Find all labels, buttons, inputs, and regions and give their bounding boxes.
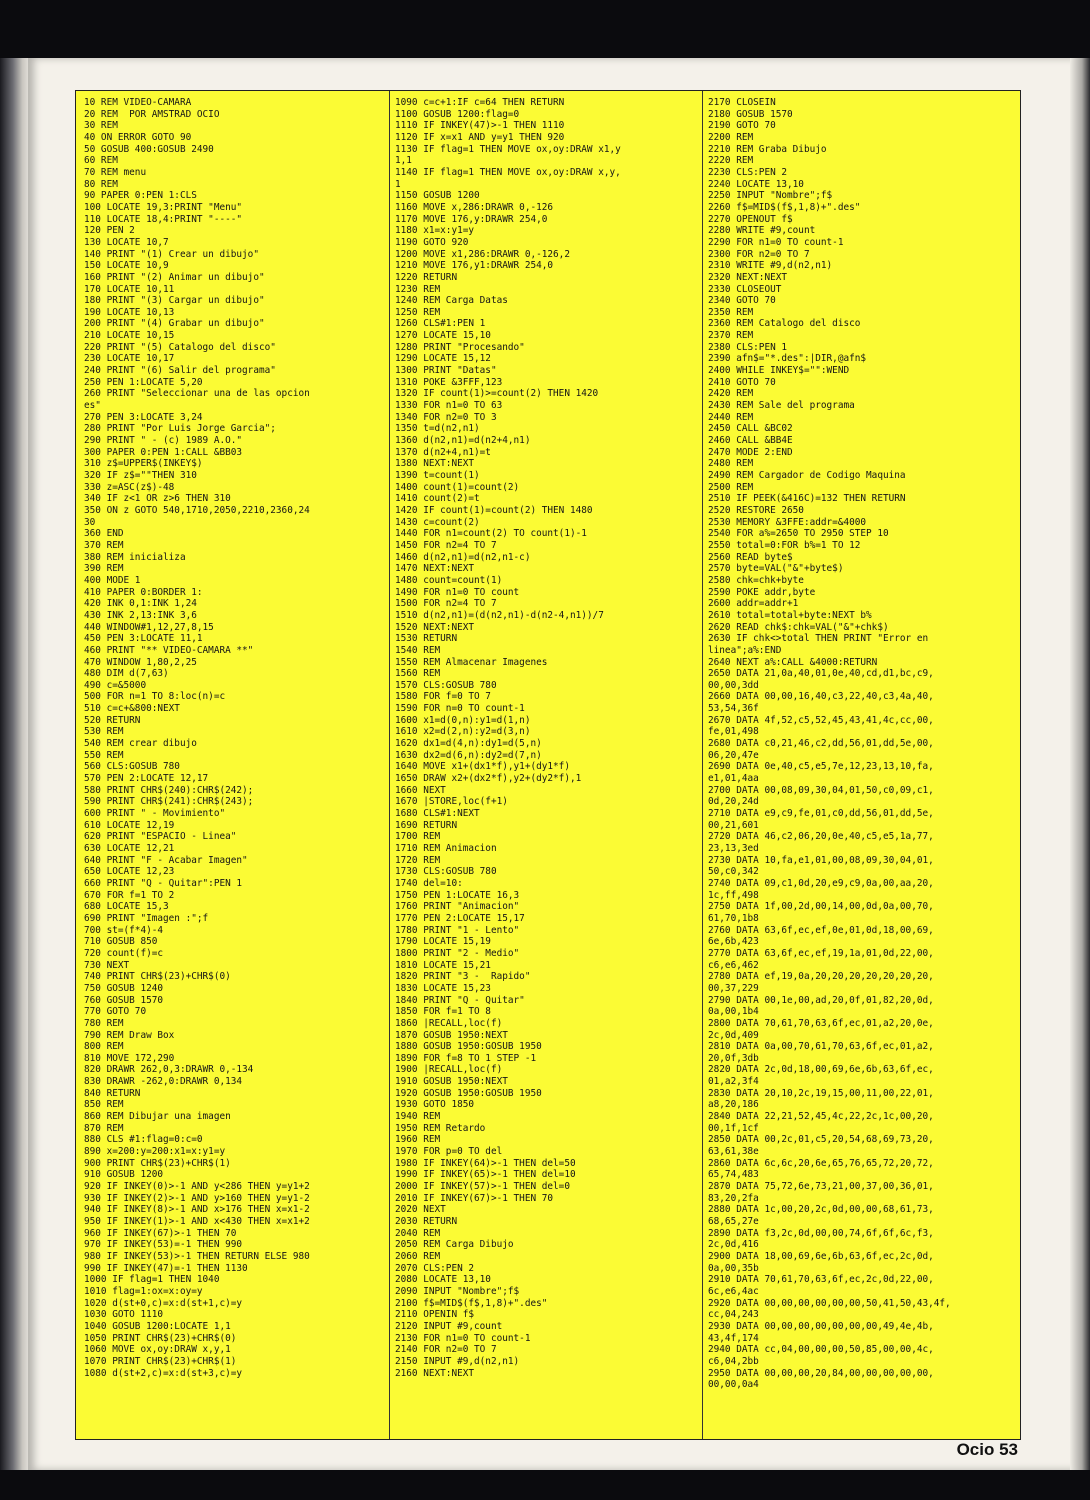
listing-column-2: 1090 c=c+1:IF c=64 THEN RETURN 1100 GOSUB 1200:flag=0 1110 IF INKEY(47)>-1 THEN 1110 1120 IF x=x1 AND y=y1 THEN 920 1130 IF flag=1 THEN MOVE ox,oy:DRAW x1,y 1,1 1140 IF flag=1 THEN MOVE ox,oy:DRAW x,y, 1 1150 GOSUB 1200 1160 MOVE x,286:DRAWR 0,-126 1170 MOVE 176,y:DRAWR 254,0 1180 x1=x:y1=y 1190 GOTO 920 1200 MOVE x1,286:DRAWR 0,-126,2 1210 MOVE 176,y1:DRAWR 254,0 1220 RETURN 1230 REM 1240 REM Carga Datas 1250 REM 1260 CLS#1:PEN 1 1270 LOCATE 15,10 1280 PRINT "Procesando" 1290 LOCATE 15,12 1300 PRINT "Datas" 1310 POKE &3FFF,123 1320 IF count(1)>=count(2) THEN 1420 1330 FOR n1=0 TO 63 1340 FOR n2=0 TO 3 1350 t=d(n2,n1) 1360 d(n2,n1)=d(n2+4,n1) 1370 d(n2+4,n1)=t 1380 NEXT:NEXT 1390 t=count(1) 1400 count(1)=count(2) 1410 count(2)=t 1420 IF count(1)=count(2) THEN 1480 1430 c=count(2) 1440 FOR n1=count(2) TO count(1)-1 1450 FOR n2=4 TO 7 1460 d(n2,n1)=d(n2,n1-c) 1470 NEXT:NEXT 1480 count=count(1) 1490 FOR n1=0 TO count 1500 FOR n2=4 TO 7 1510 d(n2,n1)=(d(n2,n1)-d(n2-4,n1))/7 1520 NEXT:NEXT 1530 RETURN 1540 REM 1550 REM Almacenar Imagenes 1560 REM 1570 CLS:GOSUB 780 1580 FOR f=0 TO 7 1590 FOR n=0 TO count-1 1600 x1=d(0,n):y1=d(1,n) 1610 x2=d(2,n):y2=d(3,n) 1620 dx1=d(4,n):dy1=d(5,n) 1630 dx2=d(6,n):dy2=d(7,n) 1640 MOVE x1+(dx1*f),y1+(dy1*f) 1650 DRAW x2+(dx2*f),y2+(dy2*f),1 1660 NEXT 1670 |STORE,loc(f+1) 1680 CLS#1:NEXT 1690 RETURN 1700 REM 1710 REM Animacion 1720 REM 1730 CLS:GOSUB 780 1740 del=10: 1750 PEN 1:LOCATE 16,3 1760 PRINT "Animacion" 1770 PEN 2:LOCATE 15,17 1780 PRINT "1 - Lento" 1790 LOCATE 15,19 1800 PRINT "2 - Medio" 1810 LOCATE 15,21 1820 PRINT "3 - Rapido" 1830 LOCATE 15,23 1840 PRINT "Q - Quitar" 1850 FOR f=1 TO 8 1860 |RECALL,loc(f) 1870 GOSUB 1950:NEXT 1880 GOSUB 1950:GOSUB 1950 1890 FOR f=8 TO 1 STEP -1 1900 |RECALL,loc(f) 1910 GOSUB 1950:NEXT 1920 GOSUB 1950:GOSUB 1950 1930 GOTO 1850 1940 REM 1950 REM Retardo 1960 REM 1970 FOR p=0 TO del 1980 IF INKEY(64)>-1 THEN del=50 1990 IF INKEY(65)>-1 THEN del=10 2000 IF INKEY(57)>-1 THEN del=0 2010 IF INKEY(67)>-1 THEN 70 2020 NEXT 2030 RETURN 2040 REM 2050 REM Carga Dibujo 2060 REM 2070 CLS:PEN 2 2080 LOCATE 13,10 2090 INPUT "Nombre";f$ 2100 f$=MID$(f$,1,8)+".des" 2110 OPENIN f$ 2120 INPUT #9,count 2130 FOR n1=0 TO count-1 2140 FOR n2=0 TO 7 2150 INPUT #9,d(n2,n1) 2160 NEXT:NEXT [395,97,621,1379]
listing-column-3: 2170 CLOSEIN 2180 GOSUB 1570 2190 GOTO 70 2200 REM 2210 REM Graba Dibujo 2220 REM 2230 CLS:PEN 2 2240 LOCATE 13,10 2250 INPUT "Nombre";f$ 2260 f$=MID$(f$,1,8)+".des" 2270 OPENOUT f$ 2280 WRITE #9,count 2290 FOR n1=0 TO count-1 2300 FOR n2=0 TO 7 2310 WRITE #9,d(n2,n1) 2320 NEXT:NEXT 2330 CLOSEOUT 2340 GOTO 70 2350 REM 2360 REM Catalogo del disco 2370 REM 2380 CLS:PEN 1 2390 afn$="*.des":|DIR,@afn$ 2400 WHILE INKEY$="":WEND 2410 GOTO 70 2420 REM 2430 REM Sale del programa 2440 REM 2450 CALL &BC02 2460 CALL &BB4E 2470 MODE 2:END 2480 REM 2490 REM Cargador de Codigo Maquina 2500 REM 2510 IF PEEK(&416C)=132 THEN RETURN 2520 RESTORE 2650 2530 MEMORY &3FFE:addr=&4000 2540 FOR a%=2650 TO 2950 STEP 10 2550 total=0:FOR b%=1 TO 12 2560 READ byte$ 2570 byte=VAL("&"+byte$) 2580 chk=chk+byte 2590 POKE addr,byte 2600 addr=addr+1 2610 total=total+byte:NEXT b% 2620 READ chk$:chk=VAL("&"+chk$) 2630 IF chk<>total THEN PRINT "Error en linea";a%:END 2640 NEXT a%:CALL &4000:RETURN 2650 DATA 21,0a,40,01,0e,40,cd,d1,bc,c9, 00,00,3dd 2660 DATA 00,00,16,40,c3,22,40,c3,4a,40, 53,54,36f 2670 DATA 4f,52,c5,52,45,43,41,4c,cc,00, fe,01,498 2680 DATA c0,21,46,c2,dd,56,01,dd,5e,00, 06,20,47e 2690 DATA 0e,40,c5,e5,7e,12,23,13,10,fa, e1,01,4aa 2700 DATA 00,08,09,30,04,01,50,c0,09,c1, 0d,20,24d 2710 DATA e9,c9,fe,01,c0,dd,56,01,dd,5e, 00,21,601 2720 DATA 46,c2,06,20,0e,40,c5,e5,1a,77, 23,13,3ed 2730 DATA 10,fa,e1,01,00,08,09,30,04,01, 50,c0,342 2740 DATA 09,c1,0d,20,e9,c9,0a,00,aa,20, 1c,ff,498 2750 DATA 1f,00,2d,00,14,00,0d,0a,00,70, 61,70,1b8 2760 DATA 63,6f,ec,ef,0e,01,0d,18,00,69, 6e,6b,423 2770 DATA 63,6f,ec,ef,19,1a,01,0d,22,00, c6,e6,462 2780 DATA ef,19,0a,20,20,20,20,20,20,20, 00,37,229 2790 DATA 00,1e,00,ad,20,0f,01,82,20,0d, 0a,00,1b4 2800 DATA 70,61,70,63,6f,ec,01,a2,20,0e, 2c,0d,409 2810 DATA 0a,00,70,61,70,63,6f,ec,01,a2, 20,0f,3db 2820 DATA 2c,0d,18,00,69,6e,6b,63,6f,ec, 01,a2,3f4 2830 DATA 20,10,2c,19,15,00,11,00,22,01, a8,20,186 2840 DATA 22,21,52,45,4c,22,2c,1c,00,20, 00,1f,1cf 2850 DATA 00,2c,01,c5,20,54,68,69,73,20, 63,61,38e 2860 DATA 6c,6c,20,6e,65,76,65,72,20,72, 65,74,483 2870 DATA 75,72,6e,73,21,00,37,00,36,01, 83,20,2fa 2880 DATA 1c,00,20,2c,0d,00,00,68,61,73, 68,65,27e 2890 DATA f3,2c,0d,00,00,74,6f,6f,6c,f3, 2c,0d,416 2900 DATA 18,00,69,6e,6b,63,6f,ec,2c,0d, 0a,00,35b 2910 DATA 70,61,70,63,6f,ec,2c,0d,22,00, 6c,e6,4ac 2920 DATA 00,00,00,00,00,00,50,41,50,43,4f, cc,04,243 2930 DATA 00,00,00,00,00,00,00,49,4e,4b, 43,4f,174 2940 DATA cc,04,00,00,00,50,85,00,00,4c, c6,04,2bb 2950 DATA 00,00,00,20,84,00,00,00,00,00, 00,00,0a4 [708,97,951,1391]
page-edge [1070,58,1090,1470]
column-divider [389,91,390,1439]
column-divider [702,91,703,1439]
page-folio: Ocio 53 [956,1440,1018,1459]
listing-column-1: 10 REM VIDEO-CAMARA 20 REM POR AMSTRAD OCIO 30 REM 40 ON ERROR GOTO 90 50 GOSUB 400:GOSUB 2490 60 REM 70 REM menu 80 REM 90 PAPER 0:PEN 1:CLS 100 LOCATE 19,3:PRINT "Menu" 110 LOCATE 18,4:PRINT "----" 120 PEN 2 130 LOCATE 10,7 140 PRINT "(1) Crear un dibujo" 150 LOCATE 10,9 160 PRINT "(2) Animar un dibujo" 170 LOCATE 10,11 180 PRINT "(3) Cargar un dibujo" 190 LOCATE 10,13 200 PRINT "(4) Grabar un dibujo" 210 LOCATE 10,15 220 PRINT "(5) Catalogo del disco" 230 LOCATE 10,17 240 PRINT "(6) Salir del programa" 250 PEN 1:LOCATE 5,20 260 PRINT "Seleccionar una de las opcion es" 270 PEN 3:LOCATE 3,24 280 PRINT "Por Luis Jorge Garcia"; 290 PRINT " - (c) 1989 A.O." 300 PAPER 0:PEN 1:CALL &BB03 310 z$=UPPER$(INKEY$) 320 IF z$=""THEN 310 330 z=ASC(z$)-48 340 IF z<1 OR z>6 THEN 310 350 ON z GOTO 540,1710,2050,2210,2360,24 30 360 END 370 REM 380 REM inicializa 390 REM 400 MODE 1 410 PAPER 0:BORDER 1: 420 INK 0,1:INK 1,24 430 INK 2,13:INK 3,6 440 WINDOW#1,12,27,8,15 450 PEN 3:LOCATE 11,1 460 PRINT "** VIDEO-CAMARA **" 470 WINDOW 1,80,2,25 480 DIM d(7,63) 490 c=&5000 500 FOR n=1 TO 8:loc(n)=c 510 c=c+&800:NEXT 520 RETURN 530 REM 540 REM crear dibujo 550 REM 560 CLS:GOSUB 780 570 PEN 2:LOCATE 12,17 580 PRINT CHR$(240):CHR$(242); 590 PRINT CHR$(241):CHR$(243); 600 PRINT " - Movimiento" 610 LOCATE 12,19 620 PRINT "ESPACIO - Linea" 630 LOCATE 12,21 640 PRINT "F - Acabar Imagen" 650 LOCATE 12,23 660 PRINT "Q - Quitar":PEN 1 670 FOR f=1 TO 2 680 LOCATE 15,3 690 PRINT "Imagen :";f 700 st=(f*4)-4 710 GOSUB 850 720 count(f)=c 730 NEXT 740 PRINT CHR$(23)+CHR$(0) 750 GOSUB 1240 760 GOSUB 1570 770 GOTO 70 780 REM 790 REM Draw Box 800 REM 810 MOVE 172,290 820 DRAWR 262,0,3:DRAWR 0,-134 830 DRAWR -262,0:DRAWR 0,134 840 RETURN 850 REM 860 REM Dibujar una imagen 870 REM 880 CLS #1:flag=0:c=0 890 x=200:y=200:x1=x:y1=y 900 PRINT CHR$(23)+CHR$(1) 910 GOSUB 1200 920 IF INKEY(0)>-1 AND y<286 THEN y=y1+2 930 IF INKEY(2)>-1 AND y>160 THEN y=y1-2 940 IF INKEY(8)>-1 AND x>176 THEN x=x1-2 950 IF INKEY(1)>-1 AND x<430 THEN x=x1+2 960 IF INKEY(67)>-1 THEN 70 970 IF INKEY(53)=-1 THEN 990 980 IF INKEY(53)>-1 THEN RETURN ELSE 980 990 IF INKEY(47)=-1 THEN 1130 1000 IF flag=1 THEN 1040 1010 flag=1:ox=x:oy=y 1020 d(st+0,c)=x:d(st+1,c)=y 1030 GOTO 1110 1040 GOSUB 1200:LOCATE 1,1 1050 PRINT CHR$(23)+CHR$(0) 1060 MOVE ox,oy:DRAW x,y,1 1070 PRINT CHR$(23)+CHR$(1) 1080 d(st+2,c)=x:d(st+3,c)=y [84,97,310,1379]
basic-listing-panel [75,90,1021,1440]
